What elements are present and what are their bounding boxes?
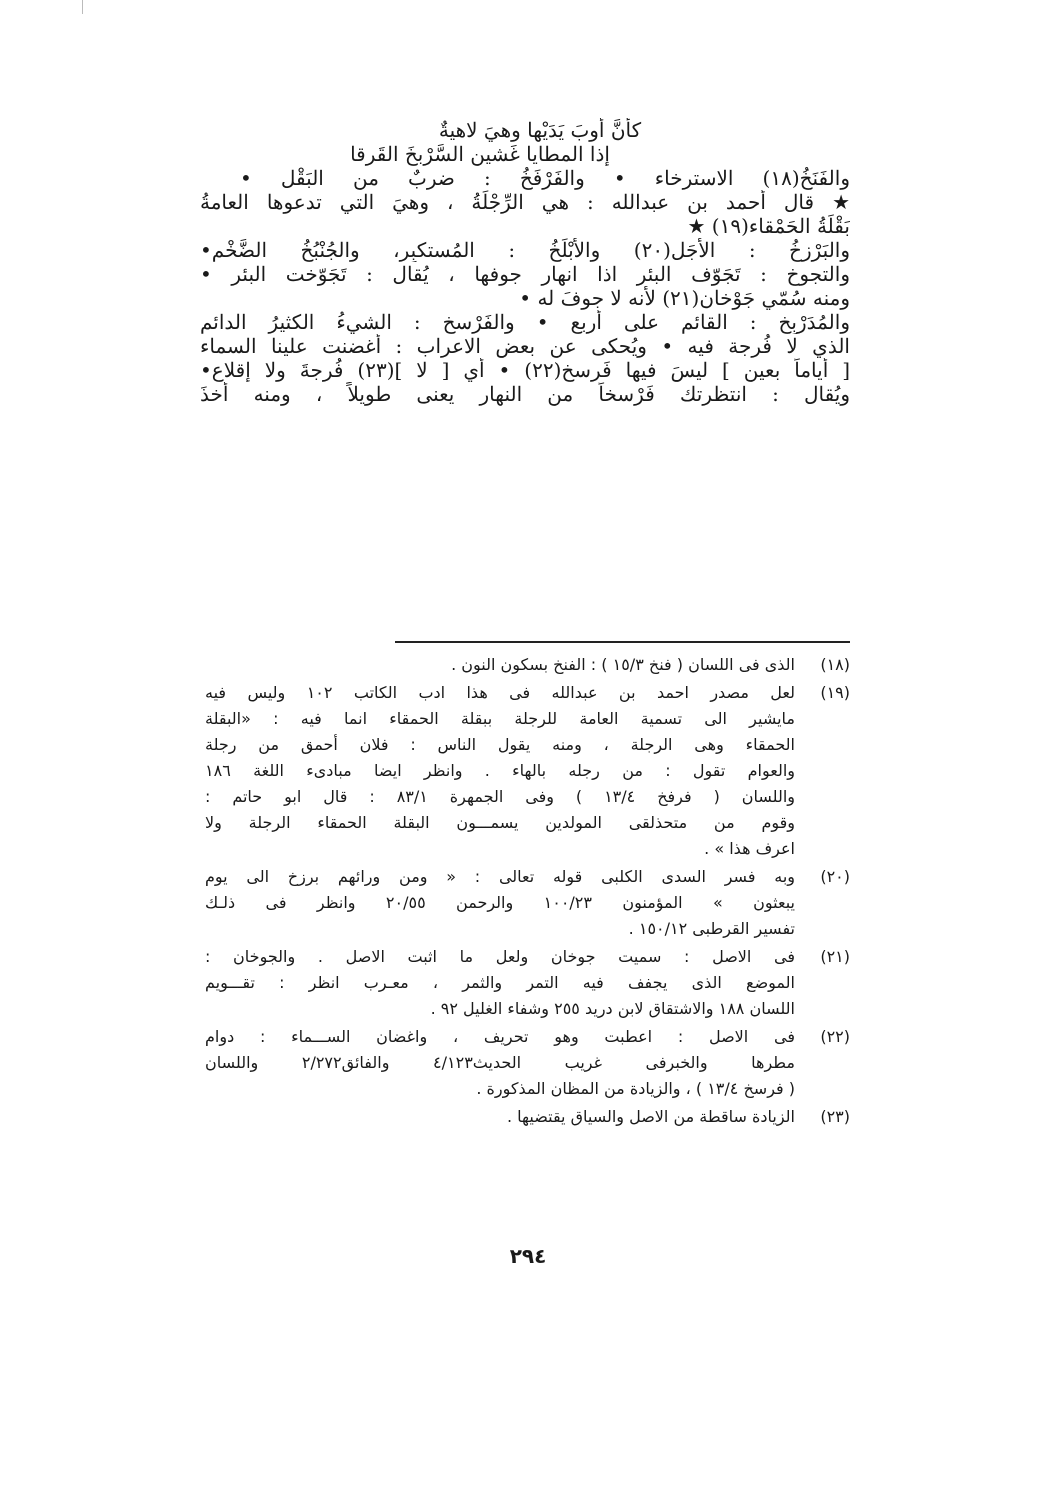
footnote-line: مايشير الى تسمية العامة للرجلة ببقلة الحمقاء انما فيه : «البقلة — [205, 709, 795, 728]
page-number: ٢٩٤ — [509, 1244, 547, 1268]
footnote-line: اعرف هذا » . — [704, 839, 795, 858]
footnote-22 — [205, 1024, 850, 1102]
footnote-line: لعل مصدر احمد بن عبدالله فى هذا ادب الكاتب ١٠٢ وليس فيه — [205, 683, 795, 702]
text-line: بَقْلَةُ الحَمْقاء(١٩) ★ — [687, 214, 850, 238]
text-line: ★ قال أحمد بن عبدالله : هي الرِّجْلَةُ ، وهيَ التي تدعوها العامةُ — [200, 190, 850, 214]
verse-line-1: كأنَّ أوبَ يَدَيْها وهيَ لاهيةٌ — [438, 118, 642, 142]
footnote-number: (٢٣) — [820, 1107, 850, 1126]
footnote-line: وقوم من متحذلقى المولدين يسمـــون البقلة الحمقاء الرجلة ولا — [205, 813, 795, 832]
footnote-23 — [205, 1104, 850, 1130]
footnote-18 — [205, 652, 850, 678]
footnote-line: الذى فى اللسان ( فنخ ١٥/٣ ) : الفنخ بسكون النون . — [451, 655, 795, 674]
footnote-line: تفسير القرطبى ١٥٠/١٢ . — [628, 919, 795, 938]
footnote-21 — [205, 944, 850, 1022]
footnote-line: واللسان ( فرفخ ١٣/٤ ) وفى الجمهرة ٨٣/١ : قال ابو حاتم : — [205, 787, 795, 806]
text-line: الذي لا فُرجة فيه • ويُحكى عن بعض الاعراب : أغضنت علينا السماء — [200, 334, 850, 358]
footnote-line: الموضع الذى يجفف فيه التمر والثمر ، معـرب انظر : تقـــويم — [205, 973, 795, 992]
footnote-line: مطرها والخبرفى غريب الحديث٤/١٢٣ والفائق٢/٢٧٢ واللسان — [205, 1053, 795, 1072]
footnote-line: وبه فسر السدى الكلبى قوله تعالى : « ومن ورائهم برزخ الى يوم — [205, 867, 795, 886]
text-line: والمُدَرْبِخ : القائم على أربع • والفَرْسخ : الشيءُ الكثيرُ الدائم — [200, 310, 850, 334]
footnote-number: (١٨) — [820, 655, 850, 674]
footnote-line: اللسان ١٨٨ والاشتقاق لابن دريد ٢٥٥ وشفاء الغليل ٩٢ . — [430, 999, 795, 1018]
verse-line-2: إذا المطايا غَشين السَّرْبخَ القَرِقا — [350, 142, 610, 166]
text-line: ومنه سُمّي جَوْخان(٢١) لأنه لا جوفَ له • — [519, 286, 850, 310]
footnote-20 — [205, 864, 850, 942]
text-line: ويُقال : انتظرتك فَرْسخاً من النهار يعنى طويلاً ، ومنه أُخذَ — [200, 382, 850, 406]
text-line: والفَنَخُ(١٨) الاسترخاء • والفَرْفَخُ : ضربٌ من البَقْل • — [240, 166, 850, 190]
footnote-number: (٢١) — [820, 947, 850, 966]
text-line: والبَرْزخُ : الأَجَل(٢٠) والأبْلَخُ : المُستكبِر، والجُنْبُخُ الضَّخْم• — [200, 238, 850, 262]
footnotes — [205, 652, 850, 1132]
footnote-number: (٢٠) — [820, 867, 850, 886]
footnote-line: الزيادة ساقطة من الاصل والسياق يقتضيها . — [506, 1107, 795, 1126]
footnote-line: والعوام تقول : من رجله بالهاء . وانظر ايضا مبادىء اللغة ١٨٦ — [205, 761, 795, 780]
main-text — [200, 118, 850, 406]
footnote-19 — [205, 680, 850, 862]
text-line: والتجوخ : تَجَوّف البئر اذا انهار جوفها ، يُقال : تَجَوّخت البئر • — [200, 262, 850, 286]
footnote-line: ( فرسخ ١٣/٤ ) ، والزيادة من المظان المذكورة . — [476, 1079, 795, 1098]
footnote-line: الحمقاء وهى الرجلة ، ومنه يقول الناس : فلان أحمق من رجلة — [205, 735, 795, 754]
footnote-line: فى الاصل : سميت جوخان ولعل ما اثبت الاصل . والجوخان : — [205, 947, 795, 966]
text-line: [ أياماً بعين ] ليسَ فيها فَرسخ(٢٢) • أي [ لا ](٢٣) فُرجةَ ولا إقلاع• — [200, 358, 850, 382]
scan-margin-mark — [82, 0, 83, 14]
footnote-number: (٢٢) — [820, 1027, 850, 1046]
footnote-line: فى الاصل : اعطبت وهو تحريف ، واغضان الســـماء : دوام — [205, 1027, 795, 1046]
footnote-separator — [395, 641, 850, 643]
footnote-line: يبعثون » المؤمنون ١٠٠/٢٣ والرحمن ٢٠/٥٥ وانظر فى ذلـك — [205, 893, 795, 912]
footnote-number: (١٩) — [820, 683, 850, 702]
